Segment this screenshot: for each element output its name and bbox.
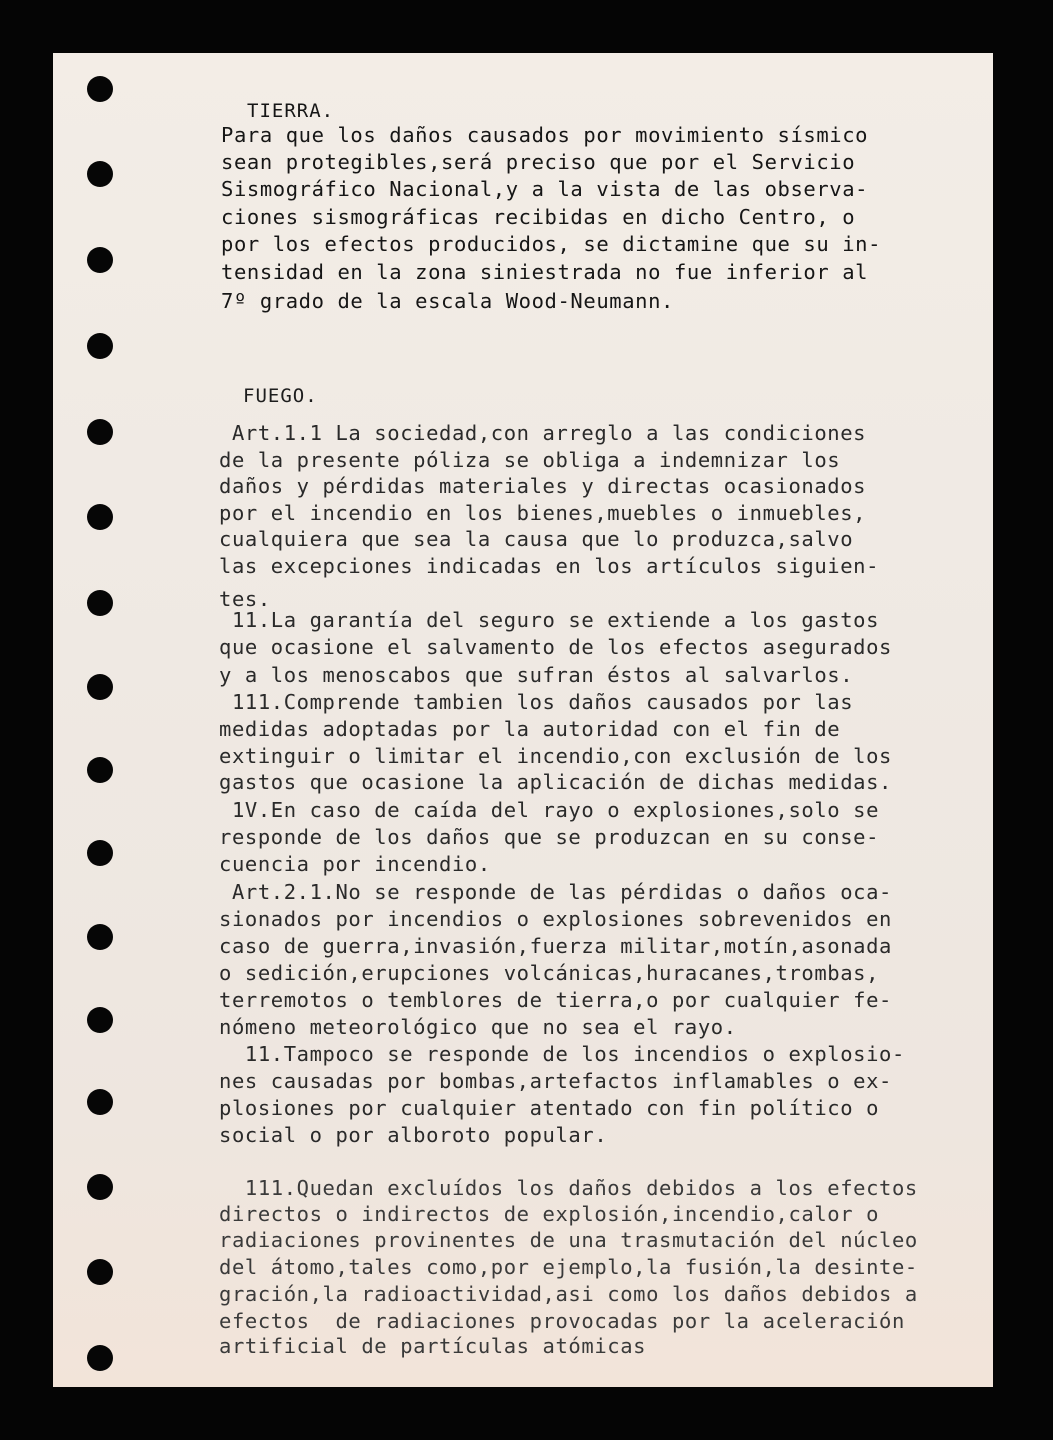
text-line: las excepciones indicadas en los artículos siguien- (219, 554, 880, 578)
text-line: nes causadas por bombas,artefactos inflamables o ex- (219, 1069, 892, 1093)
text-line: Sismográfico Nacional,y a la vista de las observa- (221, 177, 869, 201)
text-line: gastos que ocasione la aplicación de dichas medidas. (219, 770, 892, 794)
text-line: 111.Comprende tambien los daños causados por las (219, 690, 854, 714)
text-line: por los efectos producidos, se dictamine que su in- (221, 232, 882, 256)
punch-hole-icon (87, 1259, 113, 1285)
text-line: caso de guerra,invasión,fuerza militar,motín,asonada (219, 934, 892, 958)
text-line: de la presente póliza se obliga a indemnizar los (219, 448, 841, 472)
punch-hole-icon (87, 924, 113, 950)
text-line: extinguir o limitar el incendio,con exclusión de los (219, 744, 892, 768)
text-line: daños y pérdidas materiales y directas ocasionados (219, 474, 867, 498)
text-line: tensidad en la zona siniestrada no fue inferior al (221, 260, 869, 284)
text-line: tes. (219, 587, 271, 611)
punch-hole-icon (87, 504, 113, 530)
punch-hole-icon (87, 247, 113, 273)
text-line: que ocasione el salvamento de los efectos asegurados (219, 635, 892, 659)
text-line: Art.1.1 La sociedad,con arreglo a las condiciones (219, 421, 867, 445)
punch-hole-icon (87, 76, 113, 102)
text-line: plosiones por cualquier atentado con fin político o (219, 1096, 880, 1120)
text-line: del átomo,tales como,por ejemplo,la fusión,la desinte- (219, 1255, 918, 1279)
punch-hole-icon (87, 1345, 113, 1371)
text-line: sean protegibles,será preciso que por el Servicio (221, 150, 856, 174)
section-heading-tierra: TIERRA. (247, 100, 335, 122)
text-line: 11.La garantía del seguro se extiende a los gastos (219, 608, 880, 632)
text-line: medidas adoptadas por la autoridad con el fin de (219, 717, 841, 741)
punch-hole-icon (87, 1174, 113, 1200)
text-line: responde de los daños que se produzcan en su conse- (219, 825, 880, 849)
text-line: 111.Quedan excluídos los daños debidos a los efectos (219, 1176, 918, 1200)
text-line: cualquiera que sea la causa que lo produzca,salvo (219, 527, 854, 551)
typewritten-page (53, 53, 993, 1387)
text-line: social o por alboroto popular. (219, 1123, 608, 1147)
text-line: efectos de radiaciones provocadas por la aceleración (219, 1309, 905, 1333)
text-line: o sedición,erupciones volcánicas,huracanes,trombas, (219, 961, 880, 985)
text-line: y a los menoscabos que sufran éstos al salvarlos. (219, 663, 854, 687)
text-line: 11.Tampoco se responde de los incendios o explosio- (219, 1042, 905, 1066)
text-line: terremotos o temblores de tierra,o por cualquier fe- (219, 988, 892, 1012)
text-line: ciones sismográficas recibidas en dicho Centro, o (221, 205, 856, 229)
punch-hole-icon (87, 757, 113, 783)
punch-hole-icon (87, 1089, 113, 1115)
text-line: cuencia por incendio. (219, 852, 491, 876)
punch-hole-icon (87, 419, 113, 445)
text-line: sionados por incendios o explosiones sobrevenidos en (219, 907, 892, 931)
text-line: Art.2.1.No se responde de las pérdidas o daños oca- (219, 880, 892, 904)
text-line: radiaciones provinentes de una trasmutación del núcleo (219, 1228, 918, 1252)
punch-hole-icon (87, 1007, 113, 1033)
punch-hole-icon (87, 590, 113, 616)
text-line: directos o indirectos de explosión,incendio,calor o (219, 1202, 880, 1226)
punch-hole-icon (87, 333, 113, 359)
text-line: 1V.En caso de caída del rayo o explosiones,solo se (219, 798, 880, 822)
text-line: Para que los daños causados por movimiento sísmico (221, 123, 869, 147)
section-heading-fuego: FUEGO. (243, 385, 318, 407)
punch-hole-icon (87, 161, 113, 187)
text-line: gración,la radioactividad,asi como los daños debidos a (219, 1282, 918, 1306)
punch-hole-icon (87, 674, 113, 700)
text-line: artificial de partículas atómicas (219, 1334, 647, 1358)
text-line: nómeno meteorológico que no sea el rayo. (219, 1015, 737, 1039)
punch-hole-icon (87, 840, 113, 866)
text-line: 7º grado de la escala Wood-Neumann. (221, 289, 674, 313)
text-line: por el incendio en los bienes,muebles o inmuebles, (219, 501, 867, 525)
